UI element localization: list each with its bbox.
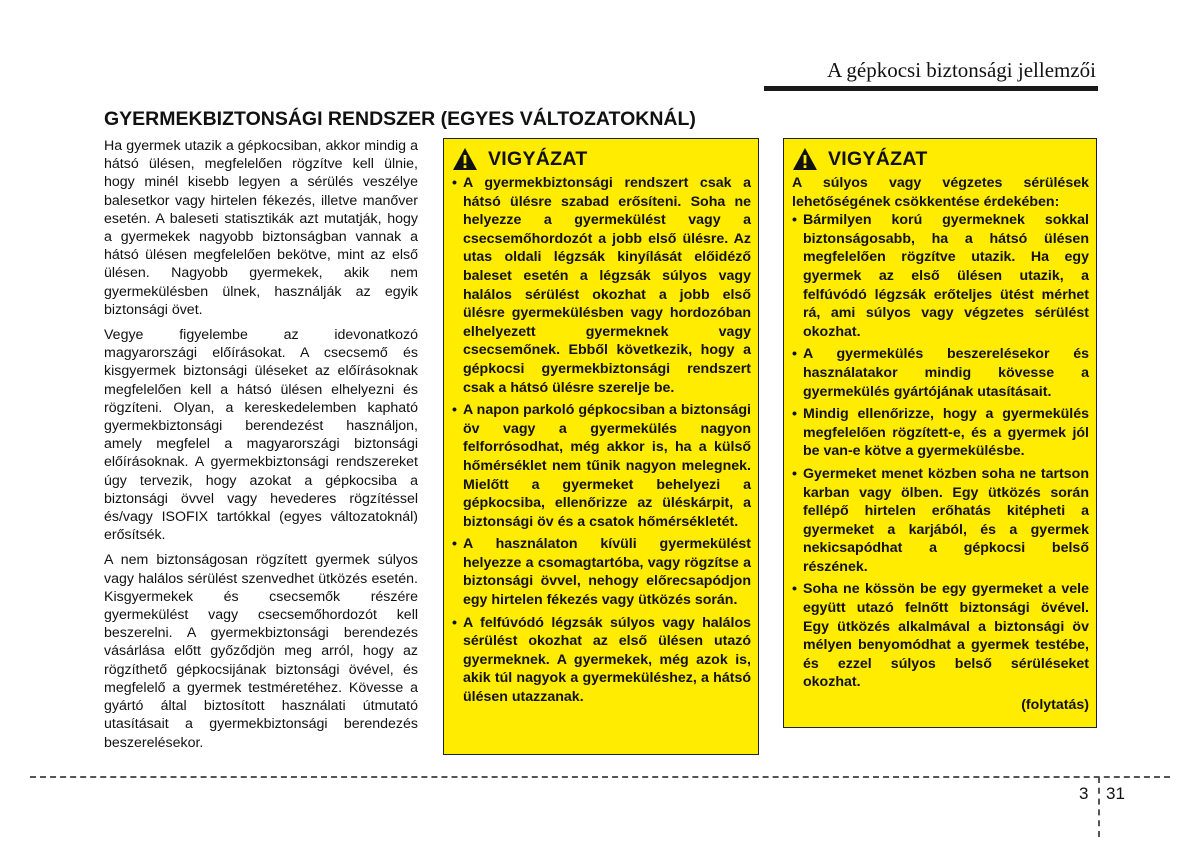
warning-triangle-icon [792, 147, 818, 171]
warning-item: • A felfúvódó légzsák súlyos vagy halálos sérülést okozhat az első ülésen utazó gyermeknek. A gyermekek, még azok is, akik túl nagyok a gyermeküléshez, a hátsó ülésen utazzanak. [452, 614, 751, 707]
chapter-title: A gépkocsi biztonsági jellemzői [827, 58, 1096, 82]
warning-box-right [783, 138, 1097, 728]
section-number: 3 [1079, 784, 1089, 803]
warning-item: • Mindig ellenőrizze, hogy a gyermekülés megfelelően rögzített-e, és a gyermek jól be van-e kötve a gyermekülésbe. [792, 405, 1089, 461]
footer-divider [30, 776, 1170, 778]
warning-header [452, 145, 751, 173]
page-number: 31 [1106, 784, 1125, 803]
warning-header [792, 145, 1089, 173]
continued-note: (folytatás) [1021, 697, 1089, 714]
warning-label: VIGYÁZAT [488, 147, 588, 170]
warning-item: • A gyermekülés beszerelésekor és használatakor mindig kövesse a gyermekülés gyártójának utasításait. [792, 345, 1089, 401]
warning-item: • Bármilyen korú gyermeknek sokkal biztonságosabb, ha a hátsó ülésen megfelelően rögzítve utazik. Ha egy gyermek az első ülésen utazik, a felfúvódó légzsák erőteljes ütést mérhet rá, ami súlyos vagy végzetes sérülést okozhat. [792, 211, 1089, 341]
page-number-divider [1098, 777, 1100, 837]
warning-box-left [443, 138, 759, 755]
body-column [104, 137, 418, 759]
warning-item: • A gyermekbiztonsági rendszert csak a hátsó ülésre szabad erősíteni. Soha ne helyezze a gyermekülést vagy a csecsemőhordozót a jobb első ülésre. Az utas oldali légzsák kinyílását előidéző baleset esetén a légzsák súlyos vagy halálos sérülést okozhat a jobb első ülésre gyermekülésben vagy hordozóban elhelyezett gyermeknek vagy csecsemőnek. Ebből következik, hogy a gépkocsi gyermekbiztonsági rendszert csak a hátsó ülésre szerelje be. [452, 174, 751, 397]
warning-intro: A súlyos vagy végzetes sérülések lehetőségének csökkentése érdekében: [792, 175, 1089, 210]
warning-item: • A használaton kívüli gyermekülést helyezze a csomagtartóba, vagy rögzítse a biztonsági övvel, nehogy előrecsapódjon egy hirtelen fékezés vagy ütközés során. [452, 535, 751, 609]
warning-triangle-icon [452, 147, 478, 171]
warning-item: • Soha ne kössön be egy gyermeket a vele együtt utazó felnőtt biztonsági övével. Egy ütközés alkalmával a biztonsági öv mélyen benyomódhat a gyermek testébe, és ezzel súlyos belső sérüléseket okozhat. [792, 580, 1089, 692]
body-paragraph-2: Vegye figyelembe az idevonatkozó magyarországi előírásokat. A csecsemő és kisgyermek biztonsági üléseket az előírásoknak megfelelően kell a hátsó ülésen elhelyezni és rögzíteni. Olyan, a kereskedelemben kapható gyermekbiztonsági berendezést használjon, amely megfelel a magyarországi biztonsági előírásoknak. A gyermekbiztonsági rendszereket úgy tervezik, hogy azokat a gépkocsiba a biztonsági övvel vagy hevederes rögzítéssel és/vagy ISOFIX tartókkal (egyes változatoknál) erősítsék. [104, 327, 418, 544]
section-title: GYERMEKBIZTONSÁGI RENDSZER (EGYES VÁLTOZATOKNÁL) [104, 108, 696, 130]
header-rule [764, 86, 1098, 91]
body-paragraph-3: A nem biztonságosan rögzített gyermek súlyos vagy halálos sérülést szenvedhet ütközés esetén. Kisgyermekek és csecsemők részére gyermekülést vagy csecsemőhordozót kell beszerelni. A gyermekbiztonsági berendezés vásárlása előtt győződjön meg arról, hogy az rögzíthető gépkocsijának biztonsági övével, és megfelelő a gyermek testméretéhez. Kövesse a gyártó által biztosított használati útmutató utasításait a gyermekbiztonsági berendezés beszerelésekor. [104, 552, 418, 751]
warning-list [452, 174, 751, 707]
warning-item: • Gyermeket menet közben soha ne tartson karban vagy ölben. Egy ütközés során fellépő hirtelen erőhatás kitépheti a gyermeket a karjából, és a gyermek nekicsapódhat a gépkocsi belső részének. [792, 465, 1089, 577]
warning-list [792, 211, 1089, 692]
warning-item: • A napon parkoló gépkocsiban a biztonsági öv vagy a gyermekülés nagyon felforrósodhat, még akkor is, ha a külső hőmérséklet nem tűnik nagyon melegnek. Mielőtt a gyermeket behelyezi a gépkocsiba, ellenőrizze az üléskárpit, a biztonsági öv és a csatok hőmérsékletét. [452, 401, 751, 531]
body-paragraph-1: Ha gyermek utazik a gépkocsiban, akkor mindig a hátsó ülésen, megfelelően rögzítve kell ülnie, hogy minél kisebb legyen a sérülés veszélye balesetkor vagy hirtelen fékezés, illetve manőver esetén. A baleseti statisztikák azt mutatják, hogy a gyermekek nagyobb biztonságban vannak a hátsó ülésen megfelelően bekötve, mint az első ülésen. Nagyobb gyermekek, akik nem gyermekülésben ülnek, használják az egyik biztonsági övet. [104, 138, 418, 318]
warning-label: VIGYÁZAT [828, 147, 928, 170]
